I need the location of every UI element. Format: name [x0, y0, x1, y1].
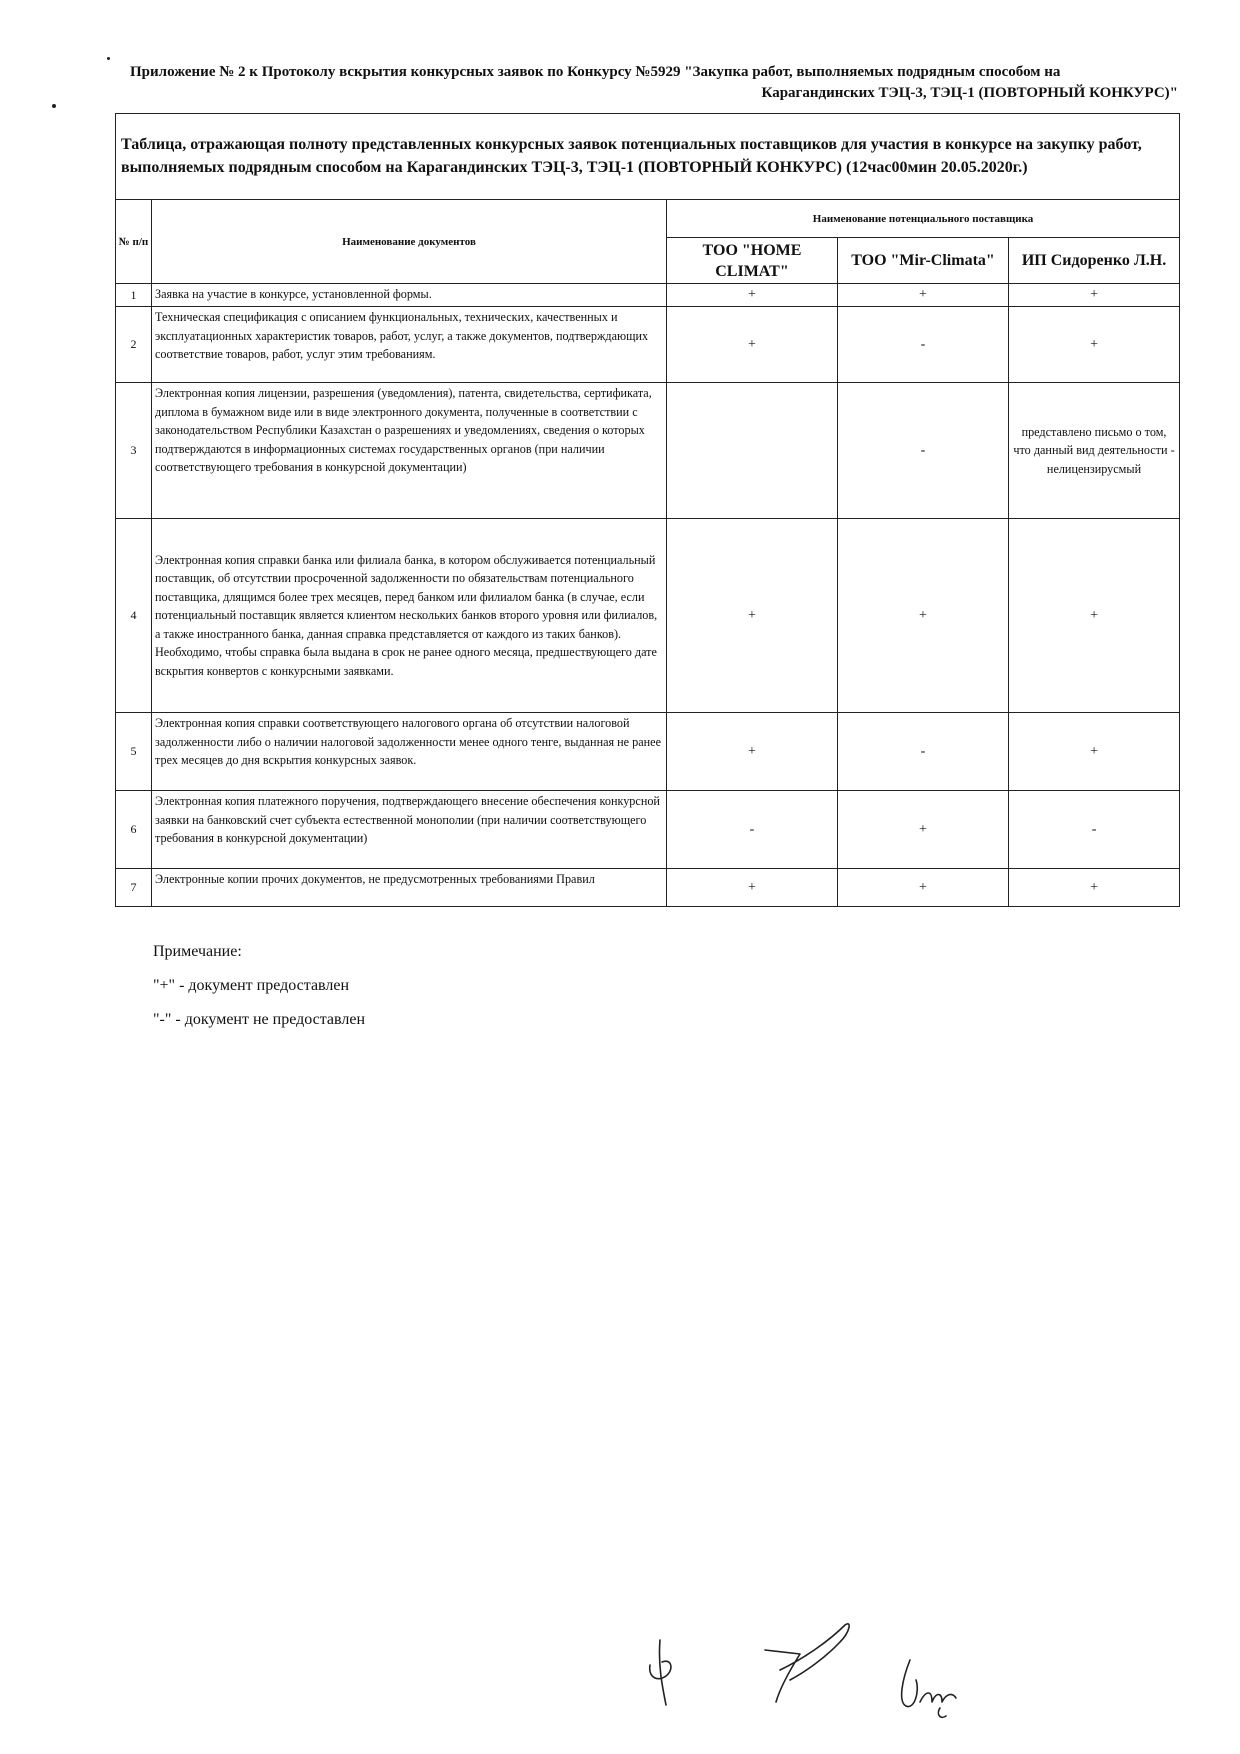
notes-plus-legend: "+" - документ предоставлен: [153, 977, 350, 994]
column-header-documents: Наименование документов: [152, 200, 667, 284]
table-row: [116, 869, 1180, 907]
row-mark: +: [1009, 713, 1180, 791]
table-row: [116, 284, 1180, 307]
row-number: 1: [116, 284, 152, 307]
row-mark: +: [1009, 519, 1180, 713]
completeness-table-wrapper: [115, 113, 1179, 907]
document-header: [110, 62, 1178, 104]
notes-title: Примечание:: [153, 943, 242, 960]
scan-speck: [52, 104, 56, 108]
row-mark: -: [667, 791, 838, 869]
notes-section: [153, 935, 365, 1037]
header-line-1: Приложение № 2 к Протоколу вскрытия конкурсных заявок по Конкурсу №5929 "Закупка работ, выполняемых подрядным способом на: [130, 64, 1061, 80]
row-mark: +: [838, 519, 1009, 713]
row-document: Техническая спецификация с описанием функциональных, технических, качественных и эксплуатационных характеристик товаров, работ, услуг, а также документов, подтверждающих соответствие товаров, работ, услуг этим требованиям.: [152, 307, 667, 383]
table-row: [116, 519, 1180, 713]
row-number: 6: [116, 791, 152, 869]
row-mark: +: [1009, 284, 1180, 307]
column-header-number: № п/п: [116, 200, 152, 284]
supplier-name-1: ТОО "HOME CLIMAT": [667, 238, 838, 284]
row-mark: -: [838, 713, 1009, 791]
table-row: [116, 383, 1180, 519]
signature-1: [650, 1640, 671, 1705]
row-document: Заявка на участие в конкурсе, установленной формы.: [152, 284, 667, 307]
completeness-table: [115, 113, 1180, 907]
row-mark: +: [667, 284, 838, 307]
notes-minus-legend: "-" - документ не предоставлен: [153, 1011, 366, 1028]
row-number: 7: [116, 869, 152, 907]
supplier-name-2: ТОО "Mir-Climata": [838, 238, 1009, 284]
row-mark: -: [1009, 791, 1180, 869]
signature-3: [902, 1660, 956, 1717]
row-document: Электронная копия платежного поручения, подтверждающего внесение обеспечения конкурсной заявки на банковский счет субъекта естественной монополии (при наличии соответствующего требования в конкурсной документации): [152, 791, 667, 869]
row-mark: +: [1009, 307, 1180, 383]
row-mark: +: [1009, 869, 1180, 907]
row-mark: -: [838, 307, 1009, 383]
row-number: 4: [116, 519, 152, 713]
row-mark: +: [838, 284, 1009, 307]
scan-speck: [107, 57, 110, 60]
table-row: [116, 791, 1180, 869]
row-document: Электронная копия справки соответствующего налогового органа об отсутствии налоговой задолженности либо о наличии налоговой задолженности менее одного тенге, выданная не ранее трех месяцев до дня вскрытия конкурсных заявок.: [152, 713, 667, 791]
row-number: 2: [116, 307, 152, 383]
row-mark: +: [667, 713, 838, 791]
row-mark-note: представлено письмо о том, что данный вид деятельности - нелицензирусмый: [1009, 383, 1180, 519]
column-header-suppliers: Наименование потенциального поставщика: [667, 200, 1180, 238]
row-mark: [667, 383, 838, 519]
row-mark: +: [667, 519, 838, 713]
signature-2: [765, 1624, 849, 1702]
row-document: Электронные копии прочих документов, не предусмотренных требованиями Правил: [152, 869, 667, 907]
row-document: Электронная копия справки банка или филиала банка, в котором обслуживается потенциальный поставщик, об отсутствии просроченной задолженности по обязательствам потенциального поставщика, длящимся более трех месяцев, перед банком или филиалом банка (в случае, если потенциальный поставщик является клиентом нескольких банков второго уровня или филиалов, а также иностранного банка, данная справка представляется от каждого из таких банков). Необходимо, чтобы справка была выдана в срок не ранее одного месяца, предшествующего дате вскрытия конвертов с конкурсными заявками.: [152, 519, 667, 713]
row-mark: +: [838, 869, 1009, 907]
table-title: Таблица, отражающая полноту представленных конкурсных заявок потенциальных поставщиков для участия в конкурсе на закупку работ, выполняемых подрядным способом на Карагандинских ТЭЦ-3, ТЭЦ-1 (ПОВТОРНЫЙ КОНКУРС) (12час00мин 20.05.2020г.): [116, 114, 1180, 200]
row-mark: +: [667, 869, 838, 907]
row-number: 3: [116, 383, 152, 519]
row-mark: +: [667, 307, 838, 383]
row-mark: +: [838, 791, 1009, 869]
header-line-2: Карагандинских ТЭЦ-3, ТЭЦ-1 (ПОВТОРНЫЙ КОНКУРС)": [761, 85, 1178, 101]
row-document: Электронная копия лицензии, разрешения (уведомления), патента, свидетельства, сертификата, диплома в бумажном виде или в виде электронного документа, полученные в соответствии с законодательством Республики Казахстан о разрешениях и уведомлениях, сведения о которых подтверждаются в информационных системах государственных органов (при наличии соответствующего требования в конкурсной документации): [152, 383, 667, 519]
signatures: [640, 1610, 1000, 1730]
table-row: [116, 307, 1180, 383]
table-row: [116, 713, 1180, 791]
row-number: 5: [116, 713, 152, 791]
supplier-name-3: ИП Сидоренко Л.Н.: [1009, 238, 1180, 284]
row-mark: -: [838, 383, 1009, 519]
